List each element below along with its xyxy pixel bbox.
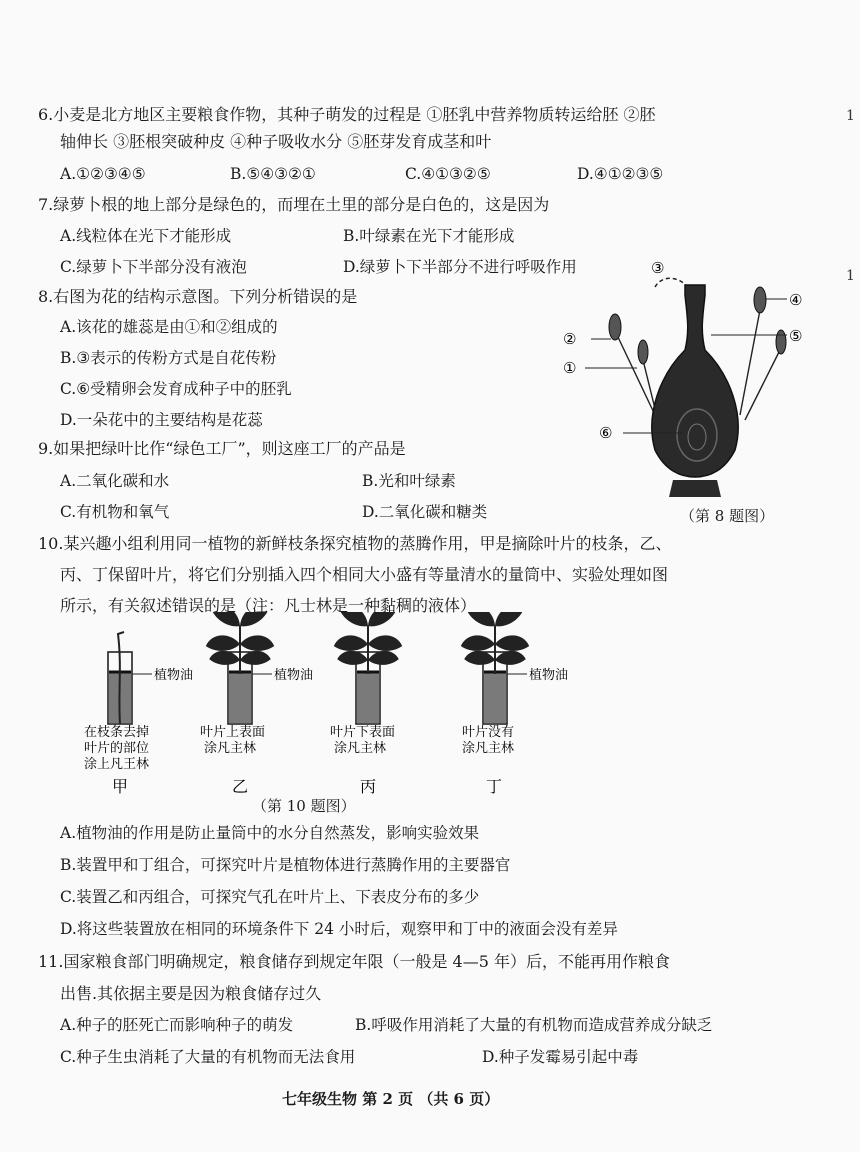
q8-option-a: A.该花的雄蕊是由①和②组成的 xyxy=(60,318,278,336)
q6-option-d: D.④①②③⑤ xyxy=(577,165,664,183)
oil-label: 植物油 xyxy=(154,668,194,683)
q9-option-a: A.二氧化碳和水 xyxy=(60,472,170,490)
label-6: ⑥ xyxy=(599,424,613,442)
setup-jia xyxy=(108,632,193,724)
q10-figure-caption: （第 10 题图） xyxy=(252,797,356,815)
q7-option-d: D.绿萝卜下半部分不进行呼吸作用 xyxy=(343,258,577,276)
q7-option-a: A.线粒体在光下才能形成 xyxy=(60,227,232,245)
q7-option-c: C.绿萝卜下半部分没有液泡 xyxy=(60,258,247,276)
q10-stem-line2: 丙、丁保留叶片，将它们分别插入四个相同大小盛有等量清水的量筒中、实验处理如图 xyxy=(60,565,669,584)
flower-structure-figure xyxy=(555,255,820,505)
q6-option-c: C.④①③②⑤ xyxy=(405,165,491,183)
transpiration-experiment-figure xyxy=(80,612,600,812)
q10-option-c: C.装置乙和丙组合，可探究气孔在叶片上、下表皮分布的多少 xyxy=(60,888,480,906)
q11-option-d: D.种子发霉易引起中毒 xyxy=(482,1048,639,1066)
setup-yi-desc: 叶片上表面 xyxy=(200,725,266,740)
label-4: ④ xyxy=(789,291,803,309)
oil-label: 植物油 xyxy=(529,668,569,683)
q8-stem: 8.右图为花的结构示意图。下列分析错误的是 xyxy=(38,287,358,306)
q8-option-c: C.⑥受精卵会发育成种子中的胚乳 xyxy=(60,380,292,398)
setup-bing-desc: 涂凡主林 xyxy=(334,741,387,756)
setup-bing xyxy=(332,612,403,724)
q9-option-c: C.有机物和氧气 xyxy=(60,503,170,521)
setup-ding-name: 丁 xyxy=(486,777,503,796)
label-1: ① xyxy=(563,359,577,377)
margin-mark: 1 xyxy=(846,268,855,284)
margin-mark: 1 xyxy=(846,108,855,124)
page-footer: 七年级生物 第 2 页 （共 6 页） xyxy=(282,1090,500,1108)
q6-stem-line2: 轴伸长 ③胚根突破种皮 ④种子吸收水分 ⑤胚芽发育成茎和叶 xyxy=(60,132,492,151)
setup-jia-desc: 叶片的部位 xyxy=(84,741,150,756)
q6-stem-line1: 6.小麦是北方地区主要粮食作物，其种子萌发的过程是 ①胚乳中营养物质转运给胚 ②胚 xyxy=(38,105,656,124)
setup-jia-desc: 在枝条去掉 xyxy=(84,725,150,740)
setup-ding xyxy=(459,612,568,724)
q7-stem: 7.绿萝卜根的地上部分是绿色的，而埋在土里的部分是白色的，这是因为 xyxy=(38,195,550,214)
q8-option-d: D.一朵花中的主要结构是花蕊 xyxy=(60,411,263,429)
q9-stem: 9.如果把绿叶比作“绿色工厂”，则这座工厂的产品是 xyxy=(38,439,406,458)
q10-stem-line1: 10.某兴趣小组利用同一植物的新鲜枝条探究植物的蒸腾作用，甲是摘除叶片的枝条，乙、 xyxy=(38,534,672,553)
q11-option-c: C.种子生虫消耗了大量的有机物而无法食用 xyxy=(60,1048,356,1066)
q9-option-b: B.光和叶绿素 xyxy=(362,472,456,490)
setup-bing-desc: 叶片下表面 xyxy=(330,725,396,740)
q10-stem-line3: 所示，有关叙述错误的是（注：凡士林是一种黏稠的液体） xyxy=(60,596,477,615)
setup-yi-desc: 涂凡主林 xyxy=(204,741,257,756)
setup-yi-name: 乙 xyxy=(232,777,249,796)
label-5: ⑤ xyxy=(789,327,803,345)
q8-option-b: B.③表示的传粉方式是自花传粉 xyxy=(60,349,277,367)
setup-ding-desc: 叶片没有 xyxy=(462,725,515,740)
setup-jia-desc: 涂上凡王林 xyxy=(84,757,150,772)
setup-bing-name: 丙 xyxy=(360,777,377,796)
oil-label: 植物油 xyxy=(274,668,314,683)
label-3: ③ xyxy=(651,259,665,277)
setup-ding-desc: 涂凡主林 xyxy=(462,741,515,756)
q10-option-b: B.装置甲和丁组合，可探究叶片是植物体进行蒸腾作用的主要器官 xyxy=(60,856,511,874)
setup-jia-name: 甲 xyxy=(112,777,129,796)
q6-option-a: A.①②③④⑤ xyxy=(60,165,146,183)
q9-option-d: D.二氧化碳和糖类 xyxy=(362,503,488,521)
q11-option-a: A.种子的胚死亡而影响种子的萌发 xyxy=(60,1016,294,1034)
q8-figure-caption: （第 8 题图） xyxy=(680,507,775,525)
q10-option-a: A.植物油的作用是防止量筒中的水分自然蒸发，影响实验效果 xyxy=(60,824,480,842)
q11-stem-line1: 11.国家粮食部门明确规定，粮食储存到规定年限（一般是 4—5 年）后，不能再用作粮食 xyxy=(38,952,670,971)
q7-option-b: B.叶绿素在光下才能形成 xyxy=(343,227,515,245)
q10-option-d: D.将这些装置放在相同的环境条件下 24 小时后，观察甲和丁中的液面会没有差异 xyxy=(60,920,618,938)
setup-yi xyxy=(204,612,313,724)
q6-option-b: B.⑤④③②① xyxy=(230,165,316,183)
q11-option-b: B.呼吸作用消耗了大量的有机物而造成营养成分缺乏 xyxy=(355,1016,713,1034)
q11-stem-line2: 出售.其依据主要是因为粮食储存过久 xyxy=(60,984,322,1003)
label-2: ② xyxy=(563,330,577,348)
